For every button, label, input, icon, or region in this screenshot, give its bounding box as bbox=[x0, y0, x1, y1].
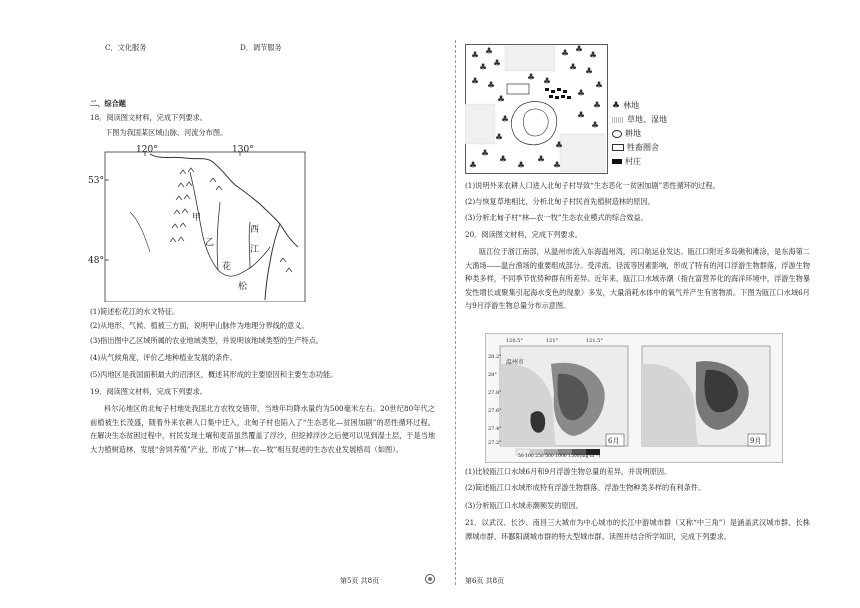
lat-label-b: 28° bbox=[488, 372, 497, 378]
q18-item-2: (2)从地形、气候、植被三方面，说明甲山脉作为地理分界线的意义。 bbox=[90, 321, 309, 330]
q18-intro: 下图为我国某区域山脉、河流分布图。 bbox=[105, 128, 228, 137]
section-heading: 二、综合题 bbox=[90, 99, 126, 108]
svg-text:♣: ♣ bbox=[495, 133, 504, 143]
legend-village: 村庄 bbox=[612, 156, 641, 167]
q18-item-3: (3)指出图中乙区域所属的农业地域类型，并说明该地域类型的生产特点。 bbox=[90, 336, 323, 345]
svg-text:♣: ♣ bbox=[487, 81, 496, 91]
svg-text:♣: ♣ bbox=[575, 45, 584, 55]
svg-text:♣: ♣ bbox=[593, 101, 602, 111]
q19-item-3: (3)分析北甸子村“林—农一牧”生态农业模式的综合效益。 bbox=[465, 213, 648, 222]
month-sept: 9月 bbox=[750, 437, 762, 445]
label-jiang: 江 bbox=[250, 245, 260, 255]
q19-title: 19．阅读图文材料，完成下列要求。 bbox=[90, 387, 207, 396]
q18-item-1: (1)简述松花江的水文特征。 bbox=[90, 307, 180, 316]
label-song: 松 bbox=[238, 282, 248, 292]
svg-text:♣: ♣ bbox=[469, 161, 478, 171]
svg-text:♣: ♣ bbox=[517, 161, 526, 171]
plankton-maps bbox=[486, 334, 782, 462]
pen-icon bbox=[612, 144, 624, 151]
svg-text:♣: ♣ bbox=[485, 47, 494, 57]
label-yi: 乙 bbox=[205, 238, 215, 248]
svg-text:♣: ♣ bbox=[499, 155, 508, 165]
svg-text:♣: ♣ bbox=[585, 67, 594, 77]
q18-title: 18．阅读图文材料，完成下列要求。 bbox=[90, 113, 207, 122]
label-hua: 花 bbox=[222, 262, 232, 272]
q21-text: 21．以武汉、长沙、南昌三大城市为中心城市的长江中游城市群（又称“中三角”）是涵盖武汉城市群、长株潭城市群、环鄱阳湖城市群的特大型城市群。读图并结合所学知识，完成下列要求。 bbox=[465, 518, 810, 541]
forest-icon: ♣ bbox=[612, 100, 621, 111]
q19-item-1: (1)说明外来农耕人口进入北甸子村导致“生态恶化一贫困加剧”恶性循环的过程。 bbox=[465, 181, 720, 190]
footer-right: 第6页 共8页 bbox=[465, 577, 505, 585]
legend-livestock-pen: 牲畜圈舍 bbox=[612, 142, 659, 153]
q20-title: 20．阅读图文材料，完成下列要求。 bbox=[465, 230, 582, 239]
page-circle-icon bbox=[425, 574, 435, 584]
lon-label-b: 121° bbox=[546, 338, 559, 344]
scale-label: 50 100 250 500 1000 1500(mg·m⁻³) bbox=[518, 454, 601, 459]
legend-farmland: 耕地 bbox=[612, 128, 641, 139]
svg-text:♣: ♣ bbox=[577, 89, 586, 99]
lon-130: 130° bbox=[232, 145, 254, 155]
svg-text:♣: ♣ bbox=[493, 59, 502, 69]
region-map bbox=[90, 142, 315, 302]
lat-label-f: 27.2° bbox=[488, 440, 502, 446]
svg-text:♣: ♣ bbox=[569, 63, 578, 73]
city-label: 温州市 bbox=[506, 359, 525, 366]
option-d: D．调节服务 bbox=[240, 43, 282, 52]
lon-120: 120° bbox=[136, 145, 158, 155]
q20-text: 瓯江位于浙江南部，从温州市流入东海温州湾，河口航运业发达。瓯江口附近多岛礁和滩涂，是东海第二大渔场——温台渔场的重要组成部分。受洋流、径流等因素影响，形成了特有的河口浮游生物群落，浮游生物种类多样，不同季节优势种群有所差异。近年来，瓯江口水域赤潮（指在富营养化的海洋环境中，浮游生物暴发性增长或聚集引起海水变色的现象）多发，大量消耗水体中的氧气并产生有害物质。下图为瓯江口水域6月与9月浮游生物总量分布示意图。 bbox=[465, 247, 811, 310]
q18-item-4: (4)从气候角度，评价乙地种植业发展的条件。 bbox=[90, 353, 237, 362]
lat-53: 53° bbox=[88, 176, 104, 186]
svg-text:♣: ♣ bbox=[527, 73, 536, 83]
svg-text:♣: ♣ bbox=[501, 115, 510, 125]
option-c: C．文化服务 bbox=[105, 43, 147, 52]
grassland-icon bbox=[612, 117, 624, 123]
q19-item-2: (2)与恢复草地相比，分析北甸子村民首先植树造林的原因。 bbox=[465, 197, 655, 206]
svg-text:♣: ♣ bbox=[555, 141, 564, 151]
lat-label-a: 28.2° bbox=[488, 354, 502, 360]
legend-grassland: 草地、湿地 bbox=[612, 114, 667, 125]
lon-label-a: 120.5° bbox=[506, 338, 523, 344]
lat-label-d: 27.6° bbox=[488, 408, 502, 414]
landuse-figure bbox=[465, 44, 608, 174]
q19-text: 科尔沁地区的北甸子村地处我国北方农牧交错带，当地年均降水量约为500毫米左右。20世纪80年代之前植被生长茂盛，随着外来农耕人口集中迁入，北甸子村也陷入了“生态恶化—贫困加剧”的恶性循环过程。在解决生态贫困过程中，村民发现土壤和麦苗虽然覆盖了浮沙，但挖掉浮沙之后便可以见到湿土层，于是当地大力植树造林，发展“舍饲养殖”产业，形成了“林—农—牧”相互促进的生态农业发展格局（如图）。 bbox=[90, 404, 436, 454]
svg-text:♣: ♣ bbox=[577, 111, 586, 121]
label-xi: 西 bbox=[250, 225, 260, 235]
farmland-icon bbox=[612, 130, 622, 138]
right-page bbox=[452, 0, 860, 608]
month-june: 6月 bbox=[608, 437, 620, 445]
q20-item-3: (3)分析瓯江口水域赤潮频发的原因。 bbox=[465, 501, 583, 510]
svg-text:♣: ♣ bbox=[589, 51, 598, 61]
lat-48: 48° bbox=[88, 256, 104, 266]
svg-text:♣: ♣ bbox=[537, 155, 546, 165]
svg-text:♣: ♣ bbox=[471, 77, 480, 87]
svg-text:♣: ♣ bbox=[543, 77, 552, 87]
q18-item-5: (5)丙地区是我国面积最大的沼泽区，概述其形成的主要原因和主要生态功能。 bbox=[90, 370, 338, 379]
q20-item-1: (1)比较瓯江口水域6月和9月浮游生物总量的差异，并说明原因。 bbox=[465, 467, 672, 476]
svg-text:♣: ♣ bbox=[591, 121, 600, 131]
svg-text:♣: ♣ bbox=[481, 149, 490, 159]
legend-forest: ♣ 林地 bbox=[612, 100, 640, 111]
svg-text:♣: ♣ bbox=[471, 51, 480, 61]
svg-text:♣: ♣ bbox=[479, 63, 488, 73]
village-icon bbox=[612, 159, 622, 164]
q20-item-2: (2)简述瓯江口水域形成特有浮游生物群落、浮游生物种类多样的有利条件。 bbox=[465, 483, 706, 492]
lat-label-c: 27.8° bbox=[488, 390, 502, 396]
svg-text:♣: ♣ bbox=[561, 49, 570, 59]
label-jia: 甲 bbox=[192, 213, 202, 223]
svg-text:♣: ♣ bbox=[595, 81, 604, 91]
svg-text:♣: ♣ bbox=[553, 161, 562, 171]
lat-label-e: 27.4° bbox=[488, 426, 502, 432]
footer-left: 第5页 共8页 bbox=[340, 577, 380, 585]
plankton-figure bbox=[485, 333, 783, 463]
svg-text:♣: ♣ bbox=[497, 95, 506, 105]
lon-label-c: 121.5° bbox=[586, 338, 603, 344]
